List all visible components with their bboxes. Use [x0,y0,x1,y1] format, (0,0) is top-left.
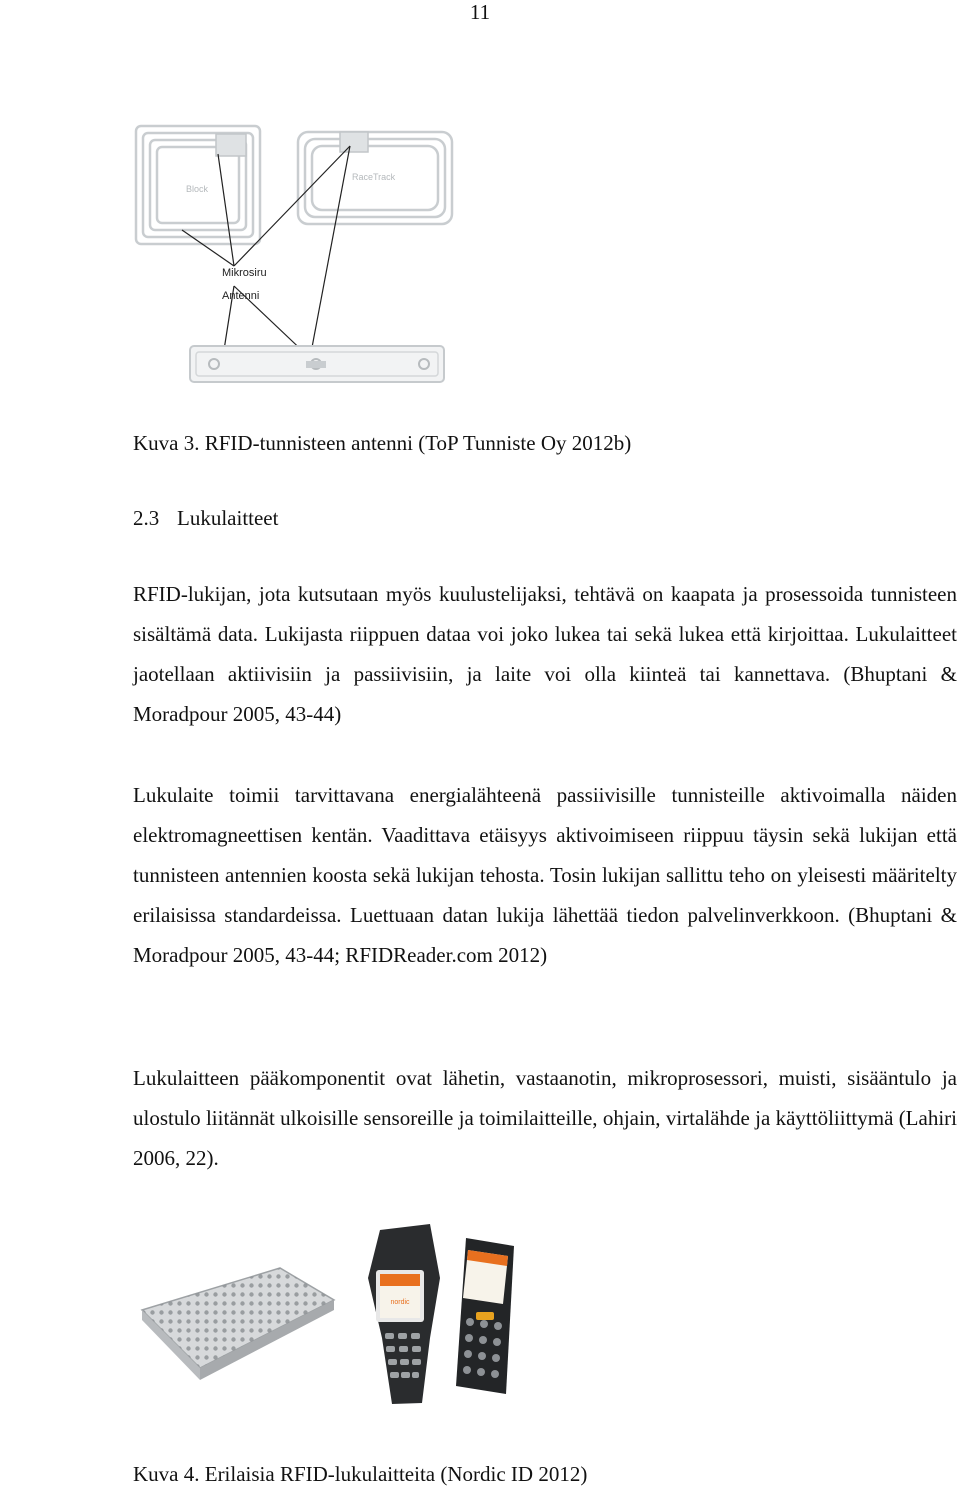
racetrack-label: RaceTrack [352,172,396,182]
figure-3-caption: Kuva 3. RFID-tunnisteen antenni (ToP Tunniste Oy 2012b) [133,431,632,455]
handheld-reader-small [456,1238,514,1394]
antenna-label: Antenni [222,290,260,302]
page-number: 11 [469,0,491,24]
section-heading [133,505,278,531]
pointer-lines [182,146,350,358]
paragraph-2: Lukulaite toimii tarvittavana energialähteenä passiivisille tunnisteille aktivoimalla näiden elektromagneettisen kentän. Vaadittava etäisyys aktivoimiseen riippuu täysin sekä lukijan että tunnisteen antennien koosta sekä lukijan tehosta. Tosin lukijan sallittu teho on yleisesti määritelty erilaisissa standardeissa. Luettuaan datan lukija lähettää tiedon palvelinverkkoon. (Bhuptani & Moradpour 2005, 43-44; RFIDReader.com 2012) [133,783,957,967]
fixed-reader [142,1268,334,1380]
paragraph-1: RFID-lukijan, jota kutsutaan myös kuulustelijaksi, tehtävä on kaapata ja prosessoida tunnisteen sisältämä data. Lukijasta riippuen dataa voi joko lukea tai sekä lukea että kirjoittaa. Lukulaitteet jaotellaan aktiivisiin ja passiivisiin, ja laite voi olla kiinteä tai kannettava. (Bhuptani & Moradpour 2005, 43-44) [133,582,957,726]
rfid-antenna-figure [130,118,460,388]
handheld-reader-large [368,1224,440,1404]
section-title: Lukulaitteet [177,506,279,530]
block-label: Block [186,184,209,194]
figure-4-caption: Kuva 4. Erilaisia RFID-lukulaitteita (Nordic ID 2012) [133,1462,588,1486]
linear-tag-antenna [190,346,444,382]
rfid-readers-figure [130,1218,550,1408]
paragraph-3: Lukulaitteen pääkomponentit ovat lähetin, vastaanotin, mikroprosessori, muisti, sisääntulo ja ulostulo liitännät ulkoisille sensoreille ja toimilaitteille, ohjain, virtalähde ja käyttöliittymä (Lahiri 2006, 22). [133,1066,957,1170]
microchip-label: Mikrosiru [222,267,267,279]
section-number: 2.3 [133,506,160,530]
device-brand-label: nordic [390,1299,410,1306]
